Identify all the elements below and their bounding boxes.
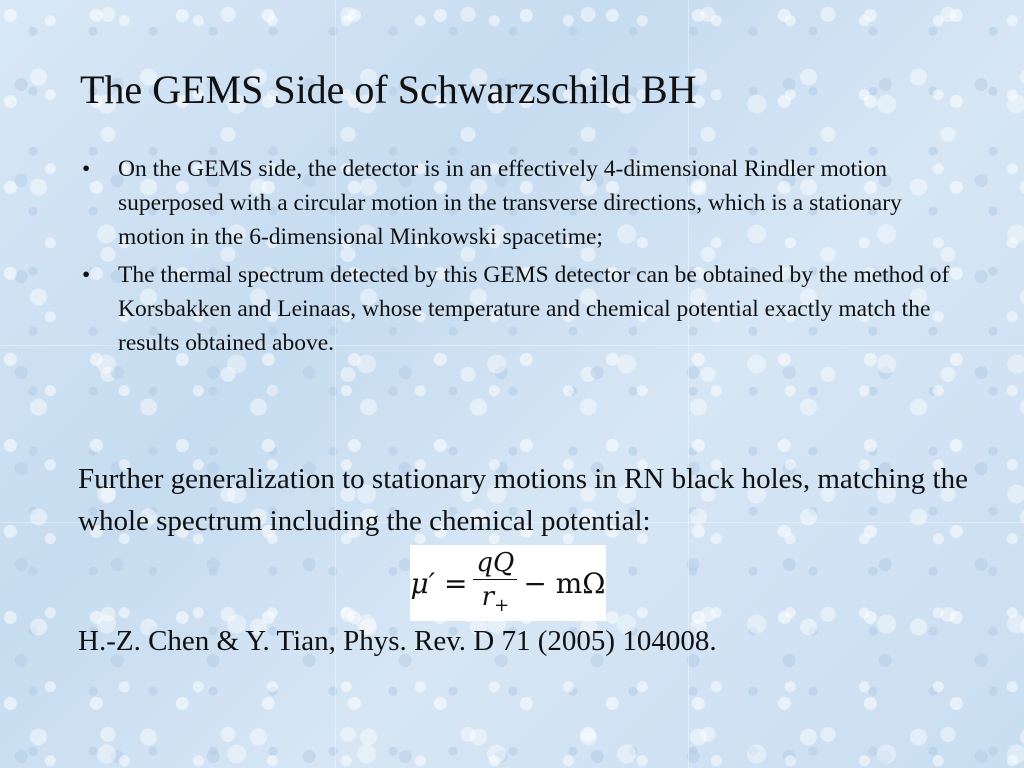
formula-numerator: qQ	[473, 550, 517, 580]
bullet-list	[80, 152, 960, 364]
formula-denominator-base: r	[481, 582, 495, 613]
slide-title: The GEMS Side of Schwarzschild BH	[80, 67, 697, 112]
formula-lhs: μ′ =	[410, 566, 468, 600]
chemical-potential-formula	[410, 545, 606, 621]
reference-citation: H.-Z. Chen & Y. Tian, Phys. Rev. D 71 (2005) 104008.	[78, 625, 717, 657]
formula-denominator-subscript: +	[494, 595, 510, 617]
formula-rhs: − mΩ	[523, 566, 606, 600]
generalization-paragraph: Further generalization to stationary motions in RN black holes, matching the whole spectrum including the chemical potential:	[78, 463, 968, 537]
formula-fraction	[473, 550, 517, 615]
bullet-icon: •	[82, 156, 91, 182]
bullet-icon: •	[82, 262, 91, 288]
formula-denominator	[482, 580, 510, 615]
bullet-text: On the GEMS side, the detector is in an effectively 4-dimensional Rindler motion superposed with a circular motion in the transverse directions, which is a stationary motion in the 6-dimensional Minkowski spacetime;	[118, 156, 902, 250]
bullet-text: The thermal spectrum detected by this GEMS detector can be obtained by the method of Korsbakken and Leinaas, whose temperature and chemical potential exactly match the results obtained above.	[118, 262, 950, 356]
bullet-item	[80, 152, 960, 254]
bullet-item	[80, 258, 960, 360]
